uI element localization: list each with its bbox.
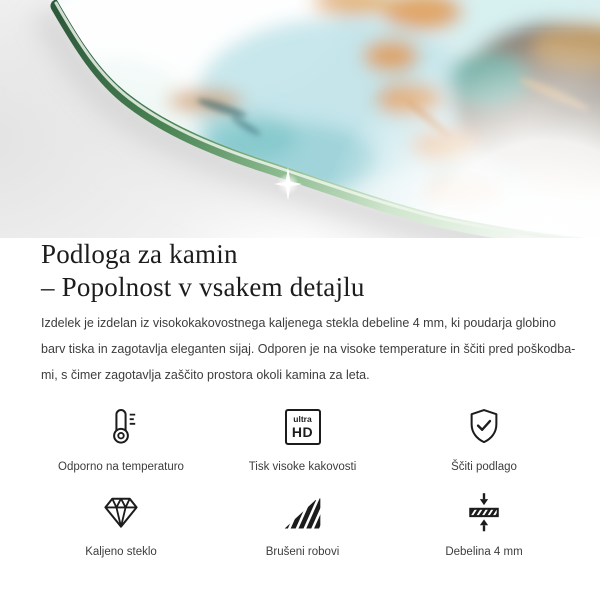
feature-label: Odporno na temperaturo bbox=[58, 461, 184, 473]
feature-label: Tisk visoke kakovosti bbox=[248, 461, 357, 473]
thickness-icon bbox=[462, 489, 506, 535]
description-line: mi, s čimer zagotavlja zaščito prostora okoli kamina za leta. bbox=[41, 368, 370, 382]
ultra-hd-badge-bottom: HD bbox=[291, 423, 314, 440]
product-hero-image bbox=[0, 0, 600, 238]
description-line: Izdelek je izdelan iz visokokakovostnega kaljenega stekla debeline 4 mm, ki poudarja globino bbox=[41, 316, 556, 330]
feature-item-polished-edges bbox=[223, 489, 383, 559]
page-title-line-1: Podloga za kamin bbox=[41, 239, 238, 269]
feature-label: Ščiti podlago bbox=[451, 461, 517, 473]
feature-item-protection bbox=[404, 404, 564, 474]
hatched-edges-icon bbox=[281, 489, 325, 535]
feature-item-tempered-glass bbox=[41, 489, 201, 559]
ultra-hd-badge-top: ultra bbox=[293, 414, 312, 425]
description-line: barv tiska in zagotavlja eleganten sijaj. Odporen je na visoke temperature in ščiti pred poškodba- bbox=[41, 342, 576, 356]
feature-item-print-quality bbox=[223, 404, 383, 474]
thermometer-icon bbox=[99, 404, 143, 450]
feature-label: Brušeni robovi bbox=[265, 546, 340, 558]
glass-panel-illustration bbox=[0, 0, 600, 238]
feature-label: Kaljeno steklo bbox=[85, 546, 157, 558]
diamond-icon bbox=[99, 489, 143, 535]
product-description-section bbox=[0, 238, 600, 388]
page-title-line-2: – Popolnost v vsakem detajlu bbox=[41, 272, 365, 302]
page-title bbox=[41, 238, 564, 304]
product-description-text bbox=[41, 310, 576, 388]
feature-label: Debelina 4 mm bbox=[445, 546, 523, 558]
shield-check-icon bbox=[462, 404, 506, 450]
feature-item-thickness bbox=[404, 489, 564, 559]
feature-grid bbox=[41, 404, 564, 559]
ultra-hd-icon bbox=[285, 404, 321, 450]
feature-item-temperature bbox=[41, 404, 201, 474]
